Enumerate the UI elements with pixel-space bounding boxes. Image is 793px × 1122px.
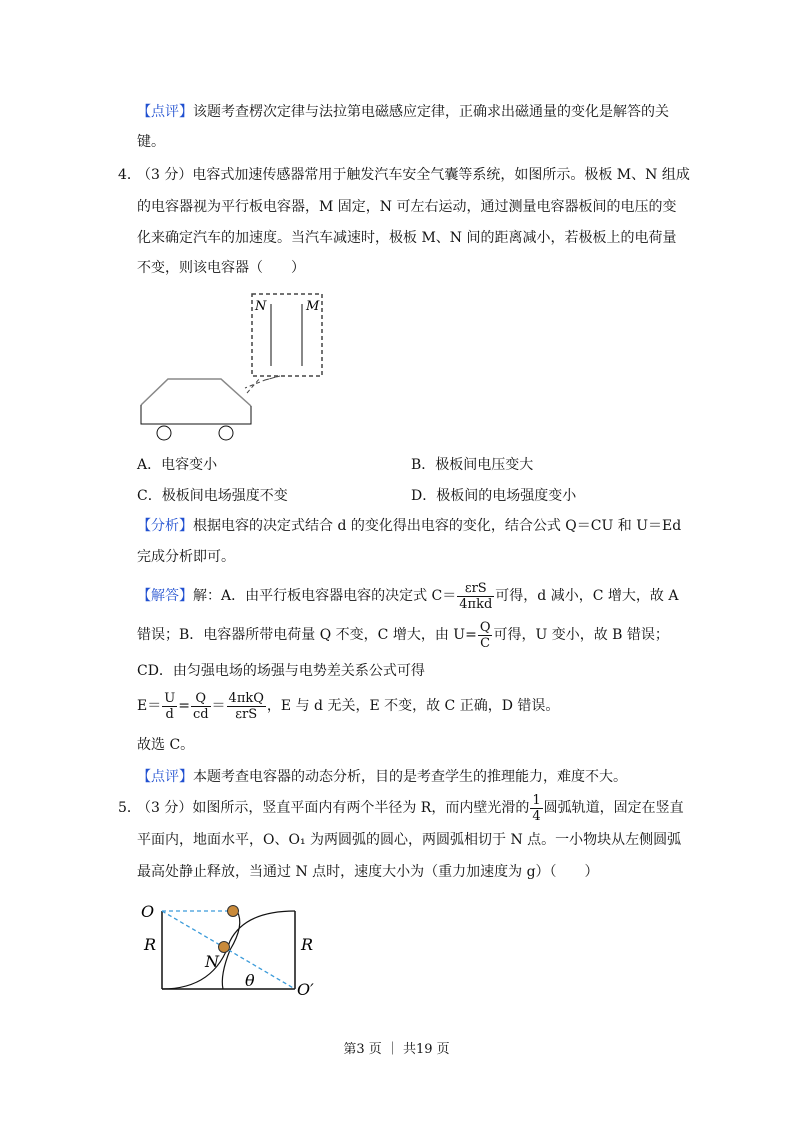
review-text: 该题考查楞次定律与法拉第电磁感应定律，正确求出磁通量的变化是解答的关 (193, 104, 669, 120)
analysis-tag: 【分析】 (137, 518, 193, 534)
question-4-number: 4． (118, 167, 141, 183)
question-5-text: 最高处静止释放，当通过 N 点时，速度大小为（重力加速度为 g）（ ） (137, 864, 599, 880)
review-line-2: 键。 (137, 134, 165, 150)
question-5-text: （3 分）如图所示，竖直平面内有两个半径为 R，而内壁光滑的 $\frac{1}{4}$ 圆弧轨道，固定在竖直 (137, 792, 684, 824)
option-a: A．电容变小 (137, 457, 218, 473)
plate-n-label: N (255, 299, 267, 314)
option-c: C．极板间电场强度不变 (137, 488, 288, 504)
label-o-prime: O′ (297, 980, 314, 999)
voltage-formula: $\frac{Q}{C}$ (479, 619, 491, 651)
analysis-text: 根据电容的决定式结合 d 的变化得出电容的变化，结合公式 Q＝CU 和 U＝Ed (193, 518, 682, 534)
answer-text: 可得，U 变小，故 B 错误； (493, 627, 669, 643)
label-n: N (205, 952, 219, 971)
question-4-text: 化来确定汽车的加速度。当汽车减速时，极板 M、N 间的距离减小，若极板上的电荷量 (137, 230, 677, 246)
option-b: B．极板间电压变大 (411, 457, 534, 473)
answer-text: 可得，d 减小，C 增大，故 A (495, 588, 679, 604)
answer-text: 解：A．由平行板电容器电容的决定式 C＝ (193, 588, 457, 604)
review-tag: 【点评】 (137, 104, 193, 120)
answer-line (137, 576, 678, 616)
analysis-line (137, 516, 681, 536)
question-4-text: 不变，则该电容器（ ） (137, 260, 305, 276)
answer-conclusion: 故选 C。 (137, 737, 195, 753)
plate-m-label: M (306, 299, 320, 314)
capacitance-formula: $\frac{\text{εrS}}{\text{4πkd}}$ (459, 580, 493, 612)
answer-line (137, 615, 669, 655)
answer-text: 错误；B．电容器所带电荷量 Q 不变，C 增大，由 U= (137, 627, 477, 643)
label-r-left: R (144, 935, 157, 954)
field-formula-line: E＝ $\frac{U}{d}$ = $\frac{Q}{cd}$ ＝ $\frac{\text{4πkQ}}{\text{εrS}}$ ，E 与 d 无关，E 不变，故 C 正确，D 错误。 (137, 690, 560, 722)
option-d: D．极板间的电场强度变小 (411, 488, 577, 504)
label-theta: θ (245, 971, 255, 990)
review-line (137, 102, 669, 122)
label-o: O (141, 902, 155, 921)
review-line (137, 767, 627, 787)
review-text: 本题考查电容器的动态分析，目的是考查学生的推理能力，难度不大。 (193, 769, 627, 785)
question-4-text: 的电容器视为平行板电容器，M 固定，N 可左右运动，通过测量电容器板间的电压的变 (137, 199, 677, 215)
question-4-text: （3 分）电容式加速传感器常用于触发汽车安全气囊等系统，如图所示。极板 M、N 组成 (137, 167, 690, 183)
page-footer: 第3 页 ｜ 共19 页 (343, 1042, 450, 1057)
analysis-line-2: 完成分析即可。 (137, 549, 235, 565)
car-capacitor-figure (135, 288, 335, 448)
question-5-text: 平面内，地面水平，O、O₁ 为两圆弧的圆心，两圆弧相切于 N 点。一小物块从左侧圆弧 (137, 832, 682, 848)
answer-tag: 【解答】 (137, 588, 193, 604)
label-r-right: R (301, 935, 314, 954)
arc-track-figure (135, 895, 335, 1000)
question-5-number: 5． (118, 800, 141, 816)
review-tag: 【点评】 (137, 769, 193, 785)
answer-line: CD．由匀强电场的场强与电势差关系公式可得 (137, 663, 425, 679)
